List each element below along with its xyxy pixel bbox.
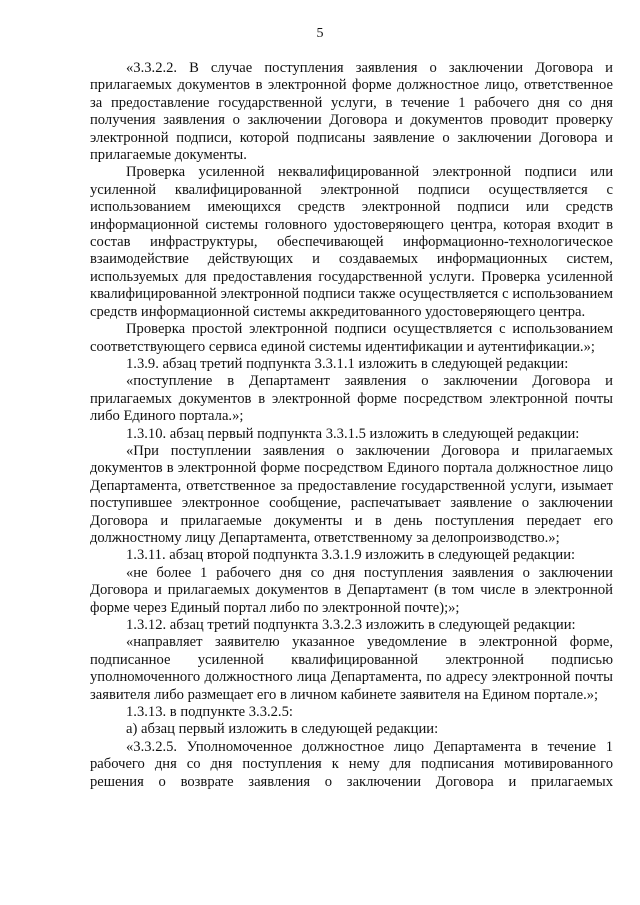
paragraph: 1.3.11. абзац второй подпункта 3.3.1.9 изложить в следующей редакции: (126, 547, 576, 564)
paragraph: а) абзац первый изложить в следующей редакции: (126, 721, 439, 738)
paragraph: 1.3.10. абзац первый подпункта 3.3.1.5 изложить в следующей редакции: (126, 425, 580, 442)
paragraph: «3.3.2.2. В случае поступления заявления о заключении Договора и прилагаемых документов в электронной форме должностное лицо, ответственное за предоставление государственной услуги, в течение 1 рабочего дня со дня получения заявления о заключении Договора и документов проводит проверку электронной подписи, которой подписаны заявление о заключении Договора и прилагаемые документы. (90, 60, 613, 164)
paragraph: «3.3.2.5. Уполномоченное должностное лицо Департамента в течение 1 рабочего дня со дня поступления к нему для подписания мотивированного решения о возврате заявления о заключении Договора и прилагаемых (90, 738, 613, 790)
document-body (90, 60, 613, 791)
paragraph: «При поступлении заявления о заключении Договора и прилагаемых документов в электронной форме посредством Единого портала должностное лицо Департамента, ответственное за предоставление государственной услуги, изымает поступившее электронное сообщение, распечатывает заявление о заключении Договора и прилагаемые документы и в день поступления передает его должностному лицу Департамента, ответственному за делопроизводство.»; (90, 442, 613, 546)
paragraph: «направляет заявителю указанное уведомление в электронной форме, подписанное усиленной квалифицированной электронной подписью уполномоченного должностного лица Департамента, по адресу электронной почты заявителя либо размещает его в личном кабинете заявителя на Едином портале.»; (90, 634, 613, 703)
paragraph: 1.3.9. абзац третий подпункта 3.3.1.1 изложить в следующей редакции: (126, 355, 569, 372)
paragraph: «поступление в Департамент заявления о заключении Договора и прилагаемых документов в электронной форме посредством электронной почты либо Единого портала.»; (90, 373, 613, 425)
page-number: 5 (316, 26, 324, 41)
paragraph: 1.3.12. абзац третий подпункта 3.3.2.3 изложить в следующей редакции: (126, 617, 576, 633)
paragraph: «не более 1 рабочего дня со дня поступления заявления о заключении Договора и прилагаемых документов в Департамент (в том числе в электронной форме через Единый портал либо по электронной почте);»; (90, 564, 613, 616)
paragraph: Проверка простой электронной подписи осуществляется с использованием соответствующего сервиса единой системы идентификации и аутентификации.»; (90, 321, 613, 355)
paragraph: 1.3.13. в подпункте 3.3.2.5: (126, 704, 293, 721)
paragraph: Проверка усиленной неквалифицированной электронной подписи или усиленной квалифицированной электронной подписи осуществляется с использованием имеющихся средств электронной подписи или средств информационной системы головного удостоверяющего центра, которая входит в состав инфраструктуры, обеспечивающей информационно-технологическое взаимодействие действующих и создаваемых информационных систем, используемых для предоставления государственной услуги. Проверка усиленной квалифицированной электронной подписи также осуществляется с использованием средств информационной системы аккредитованного удостоверяющего центра. (90, 164, 613, 320)
